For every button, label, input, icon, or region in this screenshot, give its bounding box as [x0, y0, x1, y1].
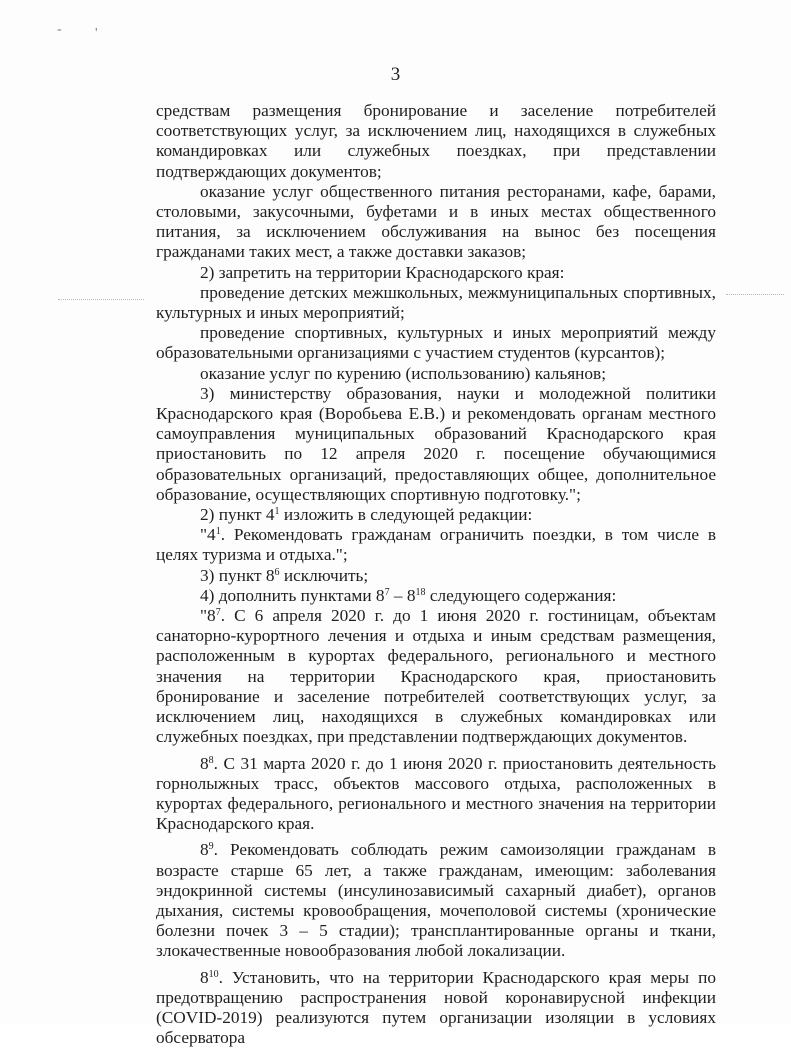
paragraph: 2) запретить на территории Краснодарского края:: [200, 262, 565, 282]
scan-artifact-line: [58, 299, 144, 300]
paragraph-text: 8: [200, 753, 209, 773]
superscript: 8: [208, 754, 214, 766]
paragraph: оказание услуг по курению (использованию) кальянов;: [200, 363, 606, 383]
paragraph-text: – 8: [389, 585, 416, 605]
paragraph: [156, 606, 716, 747]
paragraph-text: . Рекомендовать гражданам ограничить поездки, в том числе в целях туризма и отдыха.";: [156, 525, 716, 565]
scan-mark: -: [57, 22, 62, 37]
paragraph: средствам размещения бронирование и заселение потребителей соответствующих услуг, за исключением лиц, находящихся в служебных командировках или служебных поездках, при представлении подтверждающих документов;: [156, 101, 716, 181]
paragraph: [156, 754, 716, 835]
superscript: 1: [215, 526, 221, 538]
paragraph-text: исключить;: [279, 565, 369, 585]
paragraph-text: 3) пункт 8: [200, 565, 275, 585]
paragraph: проведение спортивных, культурных и иных мероприятий между образовательными организациями с участием студентов (курсантов);: [156, 323, 716, 363]
superscript: 1: [274, 506, 280, 518]
paragraph-text: 8: [200, 967, 209, 987]
superscript: 7: [384, 586, 390, 598]
paragraph: [156, 505, 716, 525]
superscript: 7: [215, 607, 221, 619]
paragraph: [156, 840, 716, 961]
paragraph-text: следующего содержания:: [425, 585, 617, 605]
paragraph-text: . Рекомендовать соблюдать режим самоизоляции гражданам в возрасте старше 65 лет, а также гражданам, имеющим: заболевания эндокринной системы (инсулинозависимый сахарный диабет), органов дыхания, системы кровообращения, мочеполовой системы (хронические болезни почек 3 – 5 стадии); трансплантированные органы и ткани, злокачественные новообразования любой локализации.: [156, 840, 716, 961]
paragraph-text: 4) дополнить пунктами 8: [200, 585, 385, 605]
superscript: 6: [274, 566, 280, 578]
superscript: 9: [208, 841, 214, 853]
paragraph: [156, 525, 716, 565]
paragraph: [156, 968, 716, 1048]
paragraph-text: . С 6 апреля 2020 г. до 1 июня 2020 г. гостиницам, объектам санаторно-курортного лечения и отдыха и иным средствам размещения, расположенным в курортах федерального, регионального и местного значения на территории Краснодарского края, приостановить бронирование и заселение потребителей соответствующих услуг, за исключением лиц, находящихся в служебных командировках или служебных поездках, при представлении подтверждающих документов.: [156, 606, 716, 747]
paragraph-text: . С 31 марта 2020 г. до 1 июня 2020 г. приостановить деятельность горнолыжных трасс, объектов массового отдыха, расположенных в курортах федерального, регионального и местного значения на территории Краснодарского края.: [156, 753, 716, 834]
paragraph-text: изложить в следующей редакции:: [279, 505, 533, 525]
paragraph-text: "8: [200, 606, 216, 626]
superscript: 18: [415, 586, 426, 598]
paragraph: [156, 566, 716, 586]
paragraph: [156, 586, 716, 606]
scan-mark: ': [95, 26, 98, 41]
document-body: [156, 101, 716, 1048]
paragraph-text: 2) пункт 4: [200, 505, 275, 525]
paragraph: 3) министерству образования, науки и молодежной политики Краснодарского края (Воробьева Е.В.) и рекомендовать органам местного самоуправления муниципальных образований Краснодарского края приостановить по 12 апреля 2020 г. посещение обучающимися образовательных организаций, предоставляющих общее, дополнительное образование, осуществляющих спортивную подготовку.";: [156, 383, 716, 504]
superscript: 10: [208, 968, 219, 980]
paragraph-text: "4: [200, 525, 216, 545]
scan-artifact-line: [726, 294, 784, 295]
paragraph-text: . Установить, что на территории Краснодарского края меры по предотвращению распространения новой коронавирусной инфекции (COVID-2019) реализуются путем организации изоляции в условиях обсерватора: [156, 967, 716, 1048]
paragraph: проведение детских межшкольных, межмуниципальных спортивных, культурных и иных мероприятий;: [156, 282, 716, 323]
page-number: 3: [390, 64, 401, 85]
paragraph-text: 8: [200, 840, 209, 860]
paragraph: оказание услуг общественного питания ресторанами, кафе, барами, столовыми, закусочными, буфетами и в иных местах общественного питания, за исключением обслуживания на вынос без посещения гражданами таких мест, а также доставки заказов;: [156, 181, 716, 262]
